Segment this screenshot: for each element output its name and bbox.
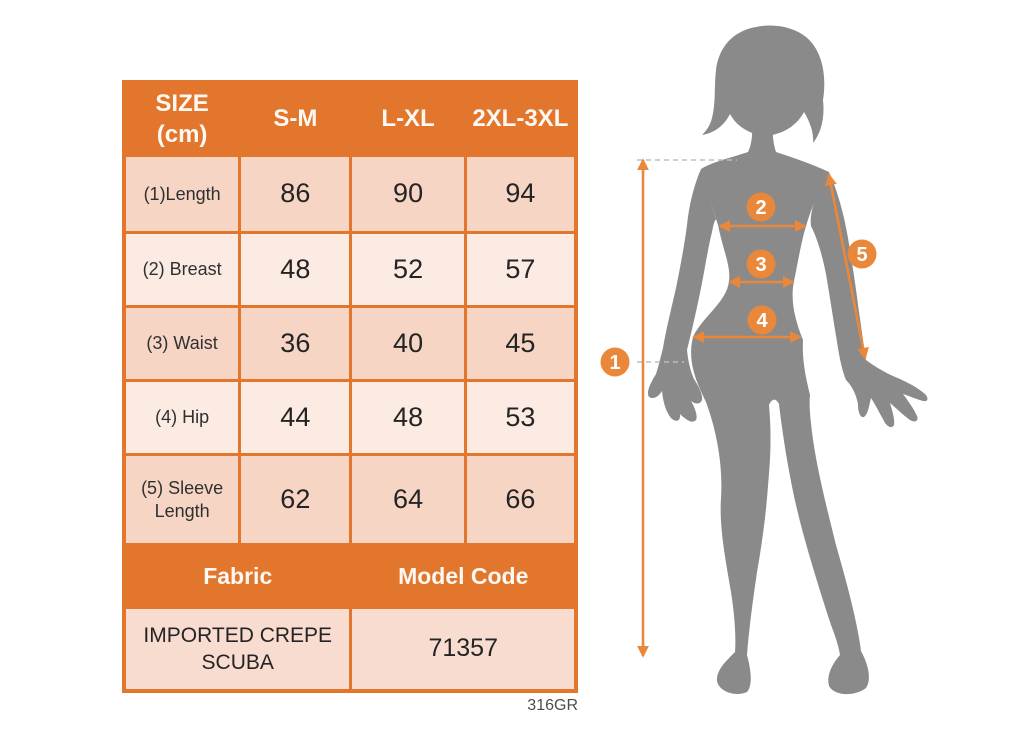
body-silhouette bbox=[648, 25, 927, 694]
marker-label-1: 1 bbox=[609, 352, 621, 374]
row-label-hip: (4) Hip bbox=[126, 382, 238, 453]
fabric-value: IMPORTED CREPE SCUBA bbox=[126, 609, 349, 689]
value-waist-sm: 36 bbox=[241, 308, 349, 379]
model-code-header: Model Code bbox=[352, 546, 574, 605]
value-length-2xl3xl: 94 bbox=[467, 157, 574, 230]
column-header-sm: S-M bbox=[241, 84, 349, 154]
value-breast-sm: 48 bbox=[241, 234, 349, 305]
size-header-line2: (cm) bbox=[156, 121, 208, 149]
fabric-header: Fabric bbox=[126, 546, 349, 605]
value-hip-2xl3xl: 53 bbox=[467, 382, 574, 453]
value-breast-2xl3xl: 57 bbox=[467, 234, 574, 305]
row-label-waist: (3) Waist bbox=[126, 308, 238, 379]
row-label-length: (1)Length bbox=[126, 157, 238, 230]
torso-legs-shape bbox=[691, 122, 869, 694]
value-waist-2xl3xl: 45 bbox=[467, 308, 574, 379]
value-hip-sm: 44 bbox=[241, 382, 349, 453]
size-chart-table bbox=[122, 80, 578, 693]
marker-label-3: 3 bbox=[755, 254, 767, 276]
size-cm-header-text bbox=[155, 88, 208, 150]
value-breast-lxl: 52 bbox=[352, 234, 463, 305]
right-arm-shape bbox=[811, 172, 928, 427]
row-label-sleeve-length: (5) Sleeve Length bbox=[126, 456, 238, 543]
marker-label-4: 4 bbox=[756, 310, 768, 332]
value-length-sm: 86 bbox=[241, 157, 349, 230]
column-header-lxl: L-XL bbox=[352, 84, 463, 154]
female-silhouette-diagram bbox=[590, 0, 1024, 735]
value-sleeve-2xl3xl: 66 bbox=[467, 456, 574, 543]
model-code-value: 71357 bbox=[352, 609, 574, 689]
value-hip-lxl: 48 bbox=[352, 382, 463, 453]
marker-label-5: 5 bbox=[856, 244, 868, 266]
value-length-lxl: 90 bbox=[352, 157, 463, 230]
value-sleeve-lxl: 64 bbox=[352, 456, 463, 543]
size-header-line1: SIZE bbox=[155, 89, 209, 117]
style-code-label: 316GR bbox=[527, 697, 578, 714]
marker-label-2: 2 bbox=[755, 197, 767, 219]
measurement-figure bbox=[590, 0, 1024, 735]
value-waist-lxl: 40 bbox=[352, 308, 463, 379]
size-cm-header-cell bbox=[126, 84, 238, 154]
value-sleeve-sm: 62 bbox=[241, 456, 349, 543]
column-header-2xl3xl: 2XL-3XL bbox=[467, 84, 574, 154]
row-label-breast: (2) Breast bbox=[126, 234, 238, 305]
